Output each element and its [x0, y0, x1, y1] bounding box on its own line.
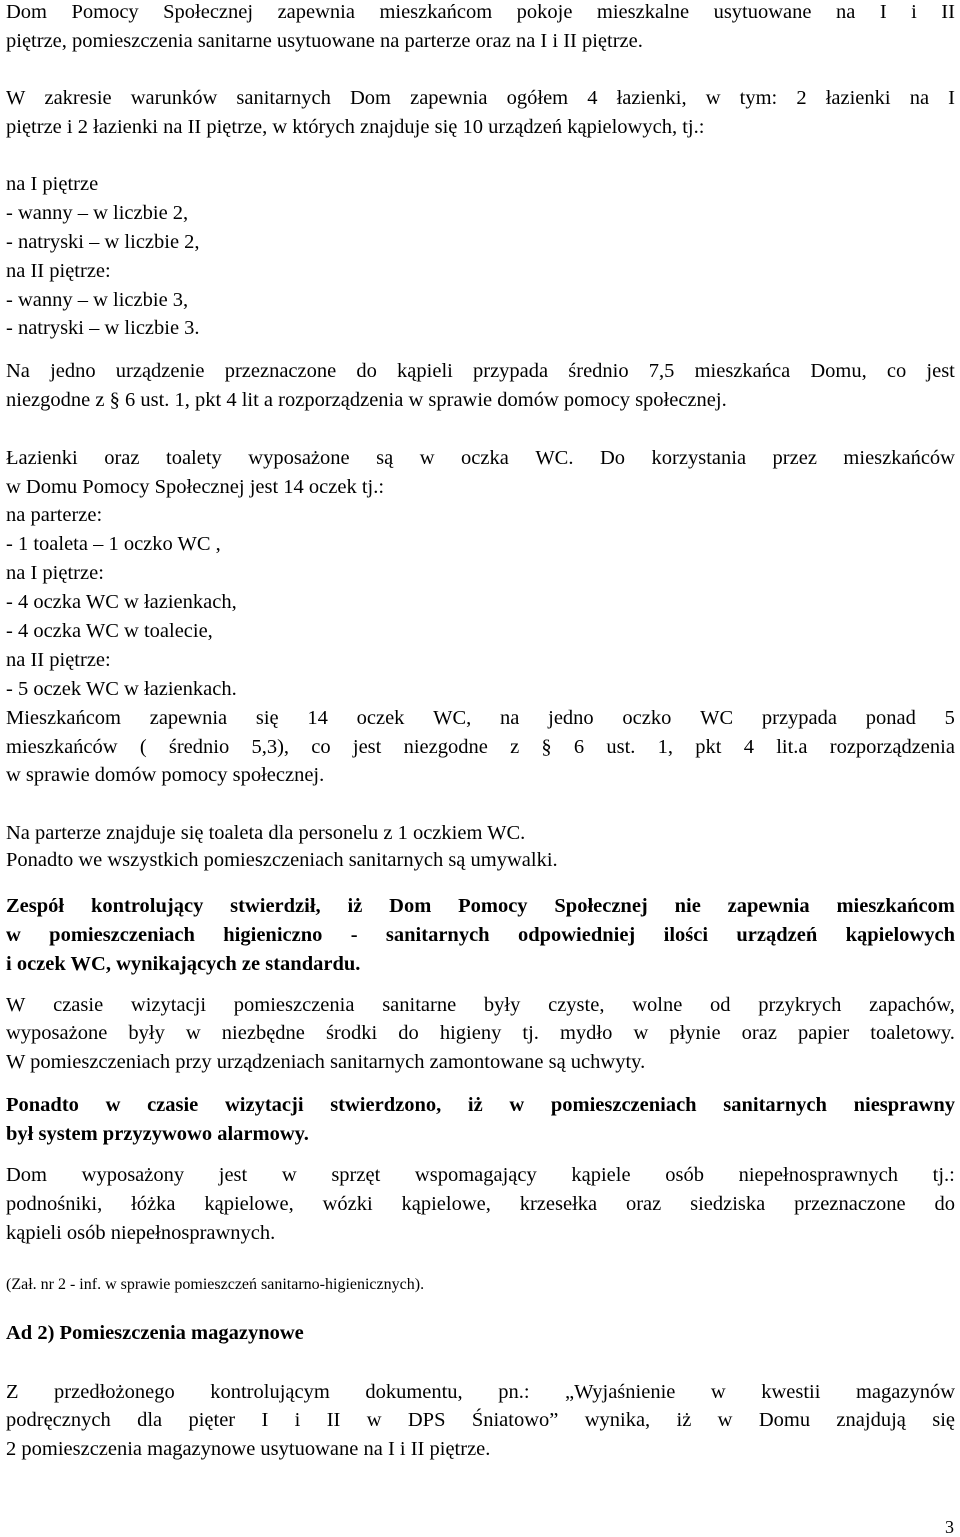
- text-line: Dom Pomocy Społecznej zapewnia mieszkańcom pokoje mieszkalne usytuowane na I i II: [6, 1, 955, 23]
- text-line: piętrze, pomieszczenia sanitarne usytuowane na parterze oraz na I i II piętrze.: [6, 30, 643, 52]
- text-line: W czasie wizytacji pomieszczenia sanitarne były czyste, wolne od przykrych zapachów,: [6, 994, 955, 1016]
- annex-note: (Zał. nr 2 - inf. w sprawie pomieszczeń sanitarno-higienicznych).: [6, 1276, 425, 1293]
- text-line: 2 pomieszczenia magazynowe usytuowane na I i II piętrze.: [6, 1438, 491, 1460]
- text-line: podnośniki, łóżka kąpielowe, wózki kąpielowe, krzesełka oraz siedziska przeznaczone do: [6, 1193, 955, 1215]
- text-line: na parterze:: [6, 504, 103, 526]
- text-line: Na jedno urządzenie przeznaczone do kąpieli przypada średnio 7,5 mieszkańca Domu, co jest: [6, 360, 955, 382]
- text-line: Ponadto we wszystkich pomieszczeniach sanitarnych są umywalki.: [6, 849, 558, 871]
- text-line: Z przedłożonego kontrolującym dokumentu, pn.: „Wyjaśnienie w kwestii magazynów: [6, 1381, 955, 1403]
- text-line: Łazienki oraz toalety wyposażone są w oczka WC. Do korzystania przez mieszkańców: [6, 447, 955, 469]
- text-line: podręcznych dla pięter I i II w DPS Śniatowo” wynika, iż w Domu znajdują się: [6, 1409, 955, 1431]
- text-line: W pomieszczeniach przy urządzeniach sanitarnych zamontowane są uchwyty.: [6, 1051, 646, 1073]
- page-number: 3: [945, 1517, 954, 1537]
- list-item: - natryski – w liczbie 2,: [6, 231, 200, 253]
- list-item: - 5 oczek WC w łazienkach.: [6, 678, 237, 700]
- section-heading: Ad 2) Pomieszczenia magazynowe: [6, 1322, 304, 1344]
- text-line: Mieszkańcom zapewnia się 14 oczek WC, na jedno oczko WC przypada ponad 5: [6, 707, 955, 729]
- list-item: - 1 toaleta – 1 oczko WC ,: [6, 533, 221, 555]
- bold-text-line: Zespół kontrolujący stwierdził, iż Dom Pomocy Społecznej nie zapewnia mieszkańcom: [6, 895, 955, 917]
- list-item: - 4 oczka WC w łazienkach,: [6, 591, 237, 613]
- bold-text-line: i oczek WC, wynikających ze standardu.: [6, 953, 361, 975]
- text-line: Dom wyposażony jest w sprzęt wspomagający kąpiele osób niepełnosprawnych tj.:: [6, 1164, 955, 1186]
- text-line: na I piętrze:: [6, 562, 104, 584]
- text-line: wyposażone były w niezbędne środki do higieny tj. mydło w płynie oraz papier toaletowy.: [6, 1022, 955, 1044]
- list-item: - wanny – w liczbie 3,: [6, 289, 189, 311]
- list-item: - 4 oczka WC w toalecie,: [6, 620, 213, 642]
- text-line: w sprawie domów pomocy społecznej.: [6, 764, 325, 786]
- bold-text-line: w pomieszczeniach higieniczno - sanitarnych odpowiedniej ilości urządzeń kąpielowych: [6, 924, 955, 946]
- text-line: niezgodne z § 6 ust. 1, pkt 4 lit a rozporządzenia w sprawie domów pomocy społecznej.: [6, 389, 727, 411]
- text-line: na I piętrze: [6, 173, 99, 195]
- text-line: W zakresie warunków sanitarnych Dom zapewnia ogółem 4 łazienki, w tym: 2 łazienki na I: [6, 87, 955, 109]
- text-line: Na parterze znajduje się toaleta dla personelu z 1 oczkiem WC.: [6, 822, 526, 844]
- text-line: piętrze i 2 łazienki na II piętrze, w których znajduje się 10 urządzeń kąpielowych, tj.:: [6, 116, 705, 138]
- text-line: mieszkańców ( średnio 5,3), co jest niezgodne z § 6 ust. 1, pkt 4 lit.a rozporządzenia: [6, 736, 955, 758]
- text-line: na II piętrze:: [6, 260, 111, 282]
- bold-text-line: był system przyzywowo alarmowy.: [6, 1123, 309, 1145]
- bold-text-line: Ponadto w czasie wizytacji stwierdzono, iż w pomieszczeniach sanitarnych niesprawny: [6, 1094, 955, 1116]
- list-item: - natryski – w liczbie 3.: [6, 317, 200, 339]
- text-line: w Domu Pomocy Społecznej jest 14 oczek tj.:: [6, 476, 385, 498]
- text-line: na II piętrze:: [6, 649, 111, 671]
- list-item: - wanny – w liczbie 2,: [6, 202, 189, 224]
- text-line: kąpieli osób niepełnosprawnych.: [6, 1222, 276, 1244]
